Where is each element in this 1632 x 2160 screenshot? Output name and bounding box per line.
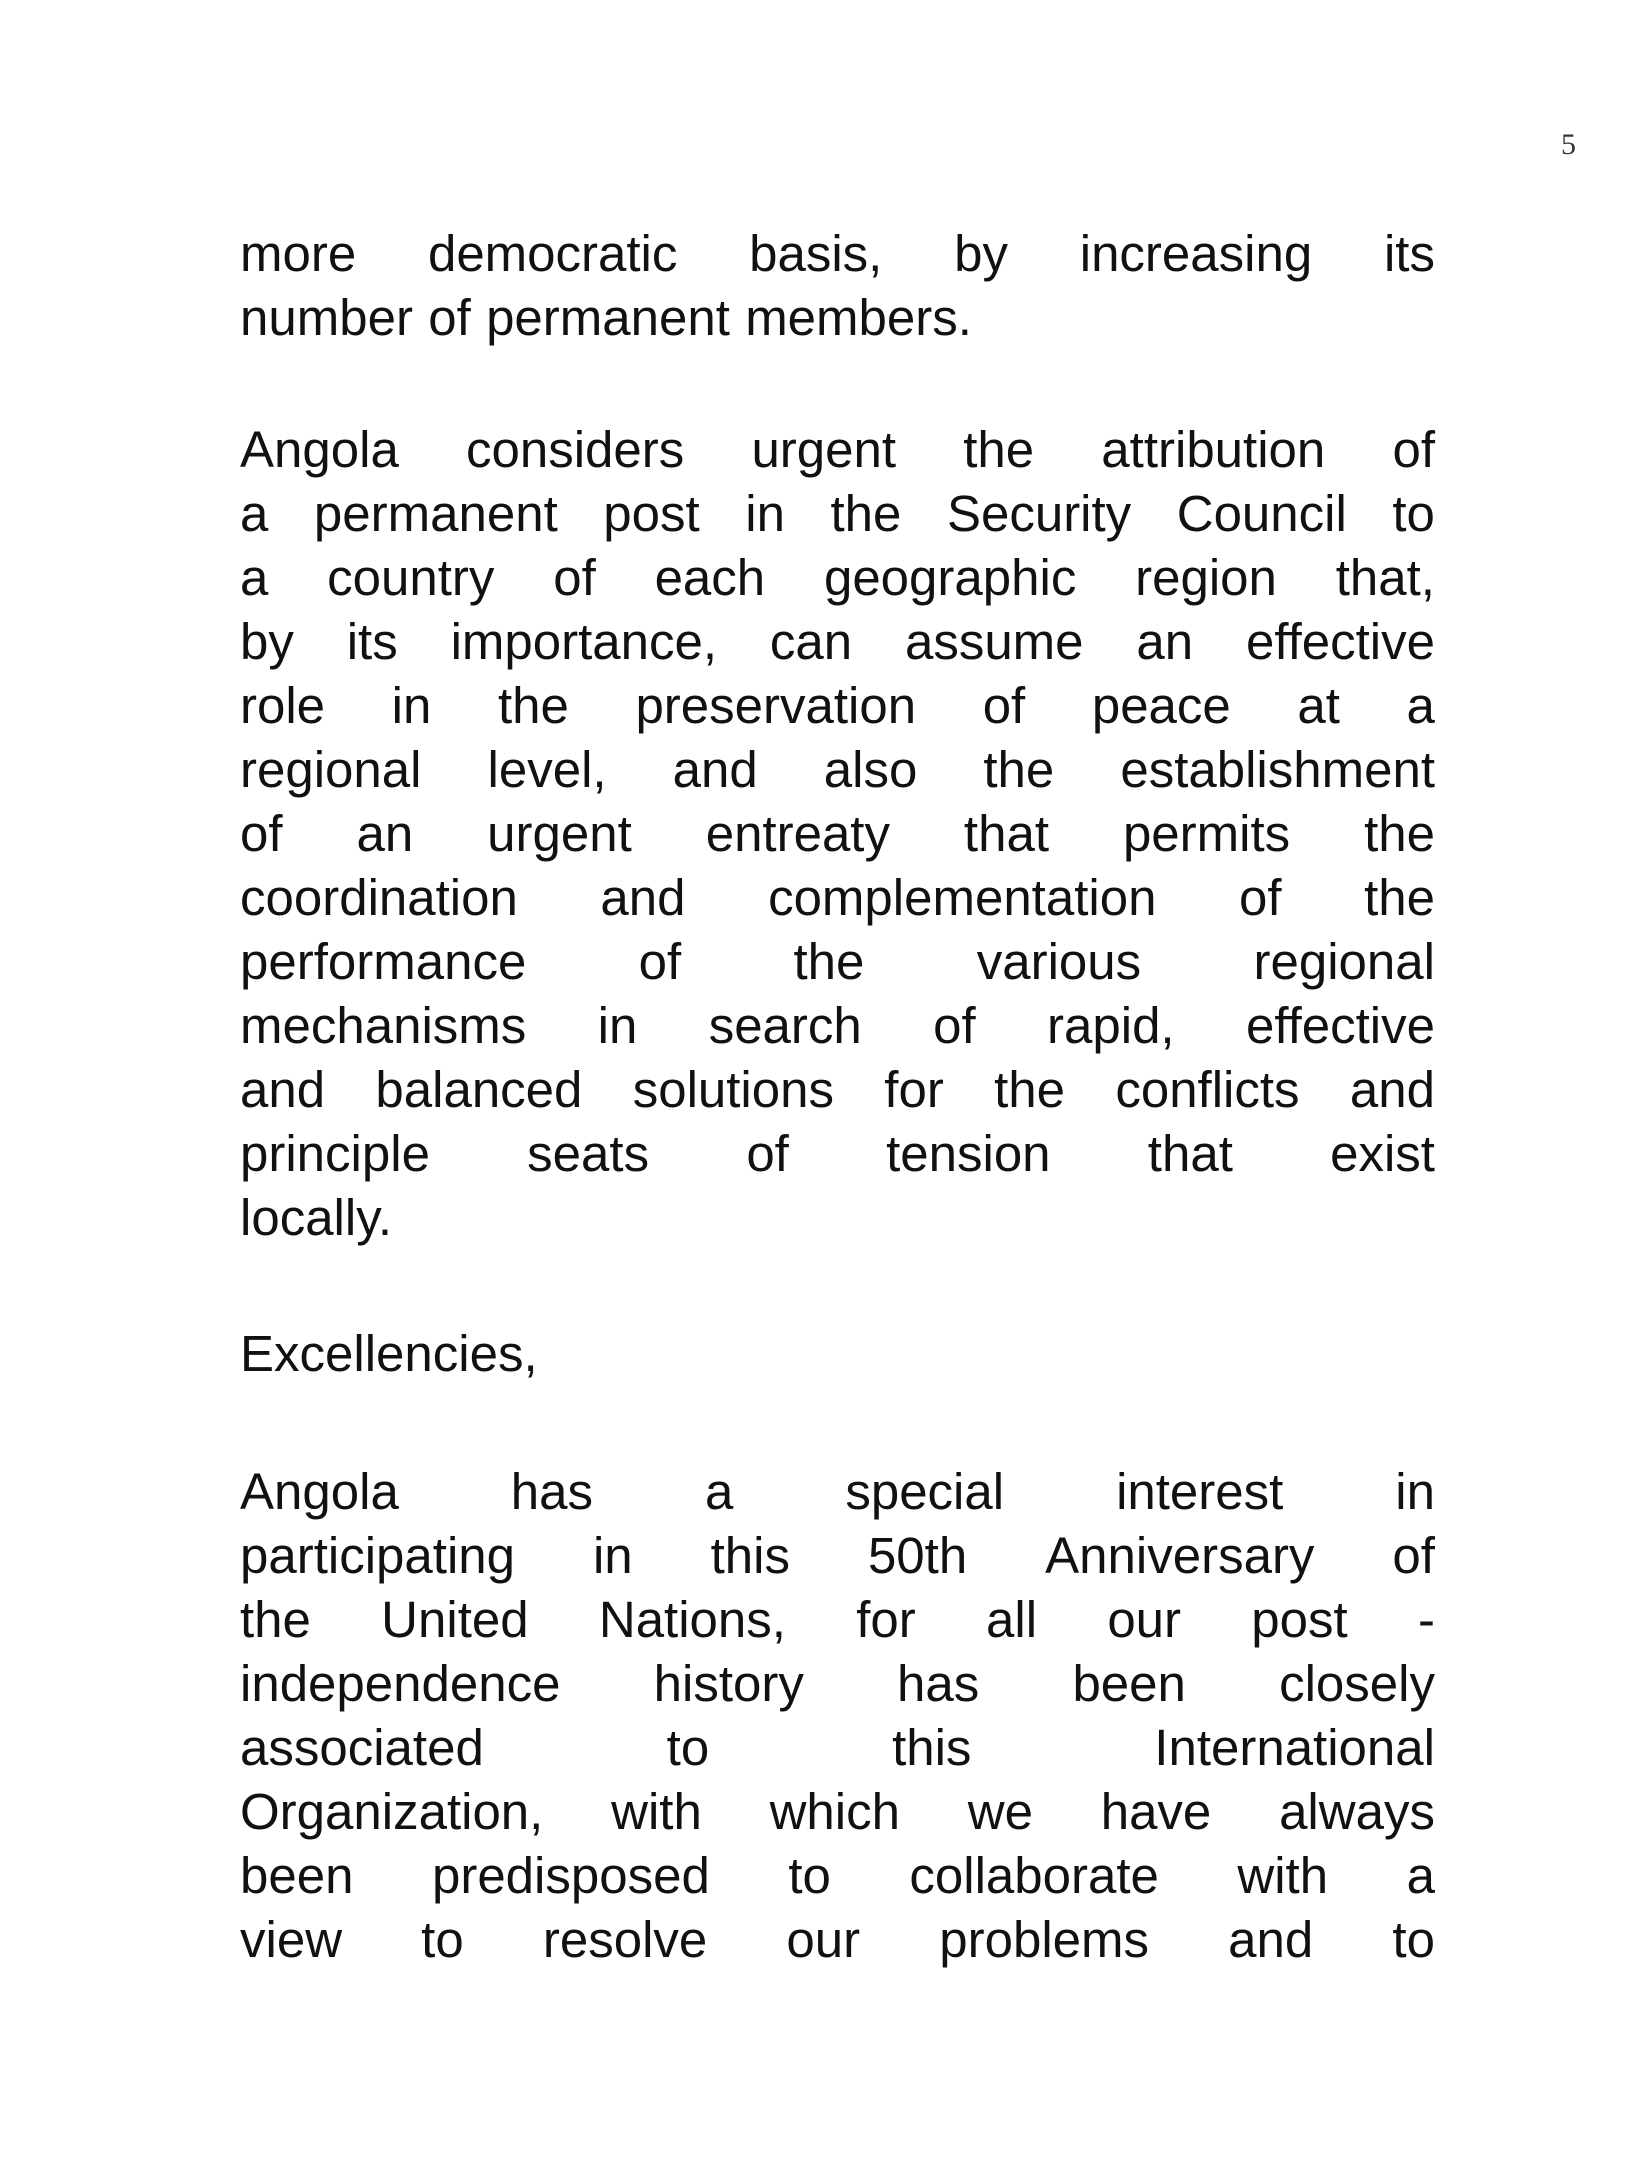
text-line: of an urgent entreaty that permits the — [240, 805, 1435, 862]
text-line: participating in this 50th Anniversary of — [240, 1527, 1435, 1584]
text-line: Angola has a special interest in — [240, 1463, 1435, 1520]
text-line: performance of the various regional — [240, 933, 1435, 990]
text-line: role in the preservation of peace at a — [240, 677, 1435, 734]
text-line: mechanisms in search of rapid, effective — [240, 997, 1435, 1054]
text-line: Excellencies, — [240, 1325, 538, 1382]
text-line: associated to this International — [240, 1719, 1435, 1776]
text-line: a permanent post in the Security Council to — [240, 485, 1435, 542]
text-line: more democratic basis, by increasing its — [240, 225, 1435, 282]
text-line: the United Nations, for all our post - — [240, 1591, 1435, 1648]
paragraph — [240, 1460, 1435, 1972]
text-line: view to resolve our problems and to — [240, 1911, 1435, 1968]
text-line: independence history has been closely — [240, 1655, 1435, 1712]
text-line: number of permanent members. — [240, 289, 972, 346]
paragraph — [240, 222, 1435, 350]
text-line: been predisposed to collaborate with a — [240, 1847, 1435, 1904]
paragraph — [240, 418, 1435, 1250]
page-number: 5 — [1561, 128, 1576, 161]
text-line: principle seats of tension that exist — [240, 1125, 1435, 1182]
text-line: Organization, with which we have always — [240, 1783, 1435, 1840]
text-line: and balanced solutions for the conflicts and — [240, 1061, 1435, 1118]
text-line: Angola considers urgent the attribution of — [240, 421, 1435, 478]
text-line: coordination and complementation of the — [240, 869, 1435, 926]
text-line: a country of each geographic region that, — [240, 549, 1435, 606]
text-line: by its importance, can assume an effective — [240, 613, 1435, 670]
paragraph — [240, 1322, 1435, 1386]
text-line: regional level, and also the establishment — [240, 741, 1435, 798]
text-line: locally. — [240, 1189, 393, 1246]
